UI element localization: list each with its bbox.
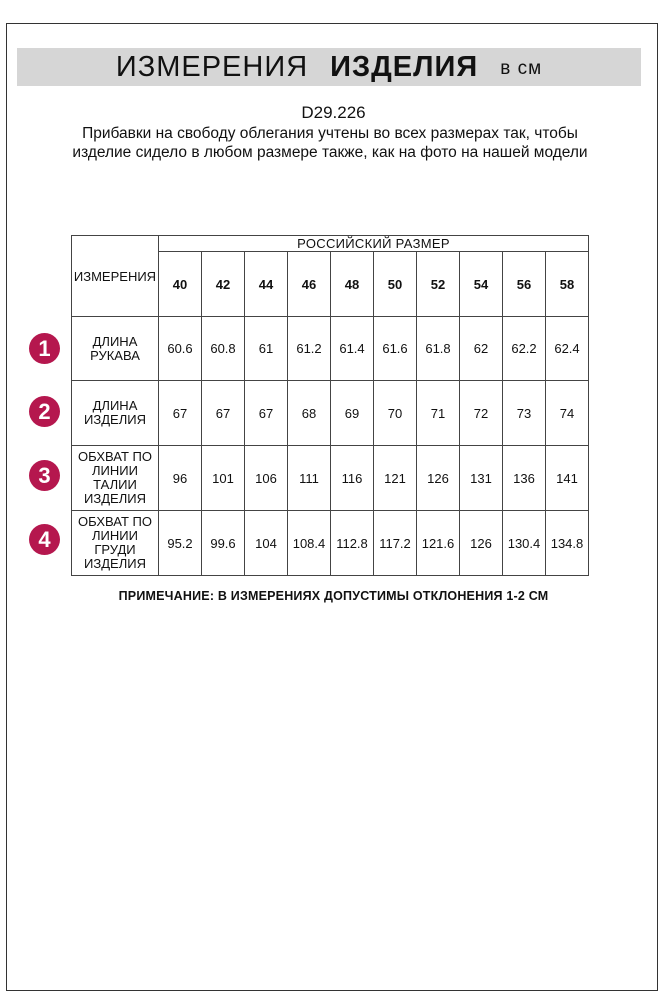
table-cell: 104 [245, 511, 288, 576]
table-cell: 62.2 [503, 317, 546, 381]
header-band [17, 48, 641, 86]
row-label: ОБХВАТ ПО ЛИНИИ ТАЛИИ ИЗДЕЛИЯ [72, 446, 159, 511]
table-cell: 72 [460, 381, 503, 446]
table-cell: 71 [417, 381, 460, 446]
table-cell: 121 [374, 446, 417, 511]
row-number-badge: 2 [29, 396, 60, 427]
table-cell: 99.6 [202, 511, 245, 576]
table-cell: 101 [202, 446, 245, 511]
size-header: 48 [331, 252, 374, 317]
size-header: 50 [374, 252, 417, 317]
table-row [72, 381, 589, 446]
row-label: ОБХВАТ ПО ЛИНИИ ГРУДИ ИЗДЕЛИЯ [72, 511, 159, 576]
table-cell: 108.4 [288, 511, 331, 576]
title-bold: ИЗДЕЛИЯ [330, 50, 479, 83]
table-cell: 111 [288, 446, 331, 511]
table-cell: 95.2 [159, 511, 202, 576]
size-header: 54 [460, 252, 503, 317]
table-cell: 141 [546, 446, 589, 511]
title-light: ИЗМЕРЕНИЯ [115, 50, 309, 83]
table-cell: 61 [245, 317, 288, 381]
table-cell: 67 [159, 381, 202, 446]
size-header: 52 [417, 252, 460, 317]
table-cell: 117.2 [374, 511, 417, 576]
table-cell: 116 [331, 446, 374, 511]
table-cell: 74 [546, 381, 589, 446]
row-number-badge: 3 [29, 460, 60, 491]
size-header: 58 [546, 252, 589, 317]
table-row [72, 317, 589, 381]
article-code: D29.226 [301, 103, 366, 122]
measurements-header: ИЗМЕРЕНИЯ [72, 236, 159, 317]
table-cell: 67 [202, 381, 245, 446]
table-cell: 61.4 [331, 317, 374, 381]
table-cell: 62.4 [546, 317, 589, 381]
table-cell: 73 [503, 381, 546, 446]
table-cell: 60.8 [202, 317, 245, 381]
table-cell: 68 [288, 381, 331, 446]
table-cell: 62 [460, 317, 503, 381]
table-cell: 112.8 [331, 511, 374, 576]
fit-description: Прибавки на свободу облегания учтены во всех размерах так, чтобы изделие сидело в любом размере также, как на фото на нашей модели [72, 125, 588, 161]
size-system-header: РОССИЙСКИЙ РАЗМЕР [159, 236, 589, 252]
title-unit: в см [500, 58, 543, 79]
table-cell: 136 [503, 446, 546, 511]
table-cell: 61.8 [417, 317, 460, 381]
table-cell: 67 [245, 381, 288, 446]
table-cell: 121.6 [417, 511, 460, 576]
size-header: 42 [202, 252, 245, 317]
size-header: 46 [288, 252, 331, 317]
table-cell: 131 [460, 446, 503, 511]
row-label: ДЛИНА РУКАВА [72, 317, 159, 381]
table-cell: 126 [417, 446, 460, 511]
measurement-note: ПРИМЕЧАНИЕ: В ИЗМЕРЕНИЯХ ДОПУСТИМЫ ОТКЛОНЕНИЯ 1-2 СМ [118, 589, 549, 603]
size-table [71, 235, 589, 576]
table-cell: 61.2 [288, 317, 331, 381]
row-number-badge: 4 [29, 524, 60, 555]
table-row [72, 511, 589, 576]
size-header: 56 [503, 252, 546, 317]
table-cell: 130.4 [503, 511, 546, 576]
table-cell: 60.6 [159, 317, 202, 381]
table-cell: 70 [374, 381, 417, 446]
size-header: 40 [159, 252, 202, 317]
table-row [72, 446, 589, 511]
table-cell: 61.6 [374, 317, 417, 381]
table-cell: 69 [331, 381, 374, 446]
table-cell: 134.8 [546, 511, 589, 576]
table-cell: 106 [245, 446, 288, 511]
table-cell: 96 [159, 446, 202, 511]
row-label: ДЛИНА ИЗДЕЛИЯ [72, 381, 159, 446]
size-header: 44 [245, 252, 288, 317]
table-cell: 126 [460, 511, 503, 576]
row-number-badge: 1 [29, 333, 60, 364]
